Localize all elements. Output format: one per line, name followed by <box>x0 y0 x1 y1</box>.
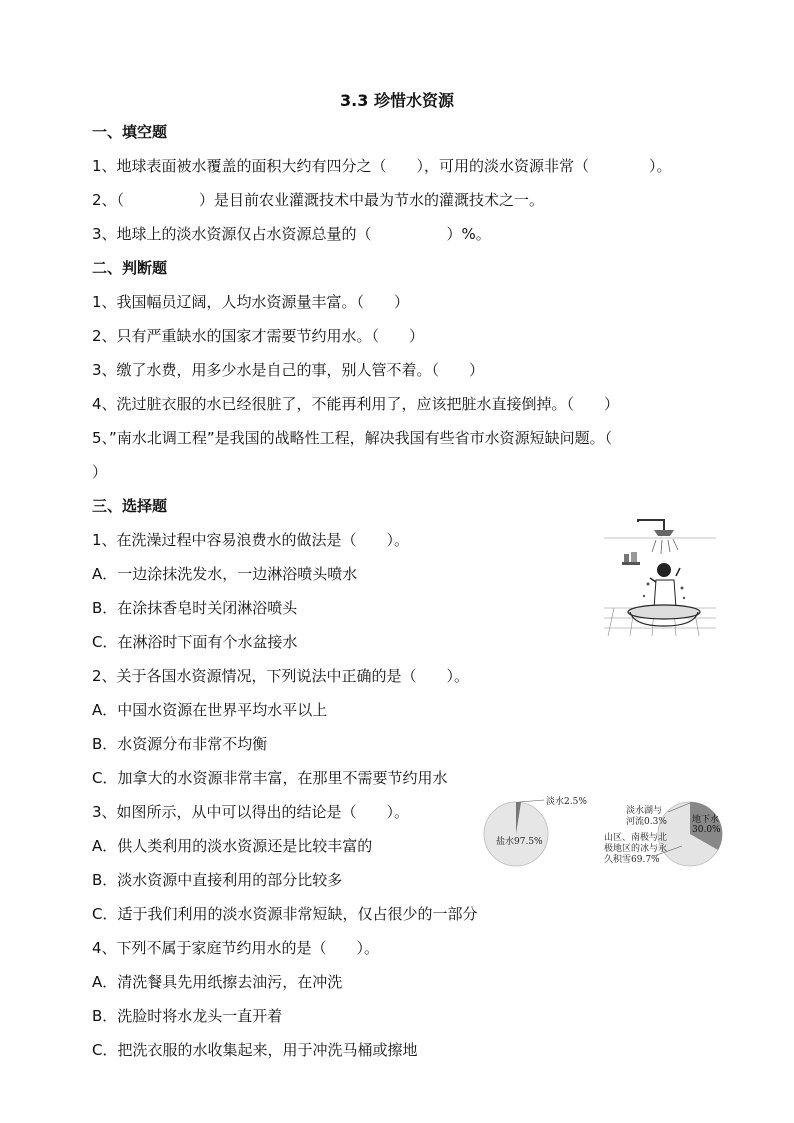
fill-question-1: 1、地球表面被水覆盖的面积大约有四分之（ ），可用的淡水资源非常（ ）。 <box>92 157 672 175</box>
judge-question-1: 1、我国幅员辽阔，人均水资源量丰富。（ ） <box>92 293 410 311</box>
fill-question-2: 2、（ ）是目前农业灌溉技术中最为节水的灌溉技术之一。 <box>92 191 545 209</box>
choice-4-option-a: A．清洗餐具先用纸擦去油污，在冲洗 <box>92 973 343 991</box>
fresh-water-label: 淡水2.5% <box>546 797 587 807</box>
section-heading-judge: 二、判断题 <box>92 259 168 277</box>
choice-question-4: 4、下列不属于家庭节约用水的是（ ）。 <box>92 939 380 957</box>
choice-1-option-a: A．一边涂抹洗发水，一边淋浴喷头喷水 <box>92 565 358 583</box>
ice-label-2: 极地区的冰与永 <box>604 844 668 854</box>
choice-2-option-a: A．中国水资源在世界平均水平以上 <box>92 701 328 719</box>
page-title: 3.3 珍惜水资源 <box>340 91 454 110</box>
judge-question-3: 3、缴了水费，用多少水是自己的事，别人管不着。（ ） <box>92 361 485 379</box>
water-resource-pie-figure <box>482 790 726 876</box>
choice-4-option-b: B．洗脸时将水龙头一直开着 <box>92 1007 283 1025</box>
judge-question-2: 2、只有严重缺水的国家才需要节约用水。（ ） <box>92 327 425 345</box>
choice-3-option-a: A．供人类利用的淡水资源还是比较丰富的 <box>92 837 373 855</box>
lake-river-label-2: 河流0.3% <box>626 817 667 827</box>
groundwater-label: 地下水 <box>692 815 720 825</box>
choice-3-option-b: B．淡水资源中直接利用的部分比较多 <box>92 871 343 889</box>
choice-3-option-c: C．适于我们利用的淡水资源非常短缺，仅占很少的一部分 <box>92 905 478 923</box>
choice-2-option-b: B．水资源分布非常不均衡 <box>92 735 268 753</box>
section-heading-choice: 三、选择题 <box>92 497 168 515</box>
fill-question-3: 3、地球上的淡水资源仅占水资源总量的（ ）%。 <box>92 225 491 243</box>
choice-1-option-c: C．在淋浴时下面有个水盆接水 <box>92 633 298 651</box>
salt-water-label: 盐水97.5% <box>496 837 543 847</box>
choice-question-2: 2、关于各国水资源情况，下列说法中正确的是（ ）。 <box>92 667 470 685</box>
section-heading-fill: 一、填空题 <box>92 123 168 141</box>
choice-question-1: 1、在洗澡过程中容易浪费水的做法是（ ）。 <box>92 531 410 549</box>
choice-1-option-b: B．在涂抹香皂时关闭淋浴喷头 <box>92 599 298 617</box>
judge-question-4: 4、洗过脏衣服的水已经很脏了，不能再利用了，应该把脏水直接倒掉。（ ） <box>92 395 620 413</box>
judge-question-5-cont: ） <box>92 463 108 481</box>
judge-question-5: 5、”南水北调工程”是我国的战略性工程，解决我国有些省市水资源短缺问题。（ <box>92 429 613 447</box>
ice-label-1: 山区、南极与北 <box>604 833 668 843</box>
choice-4-option-c: C．把洗衣服的水收集起来，用于冲洗马桶或擦地 <box>92 1041 418 1059</box>
ice-label-3: 久积雪69.7% <box>604 855 660 865</box>
lake-river-label: 淡水湖与 <box>626 806 663 816</box>
choice-2-option-c: C．加拿大的水资源非常丰富，在那里不需要节约用水 <box>92 769 448 787</box>
shower-illustration <box>604 518 716 636</box>
choice-question-3: 3、如图所示，从中可以得出的结论是（ ）。 <box>92 803 410 821</box>
groundwater-label-2: 30.0% <box>692 825 721 835</box>
